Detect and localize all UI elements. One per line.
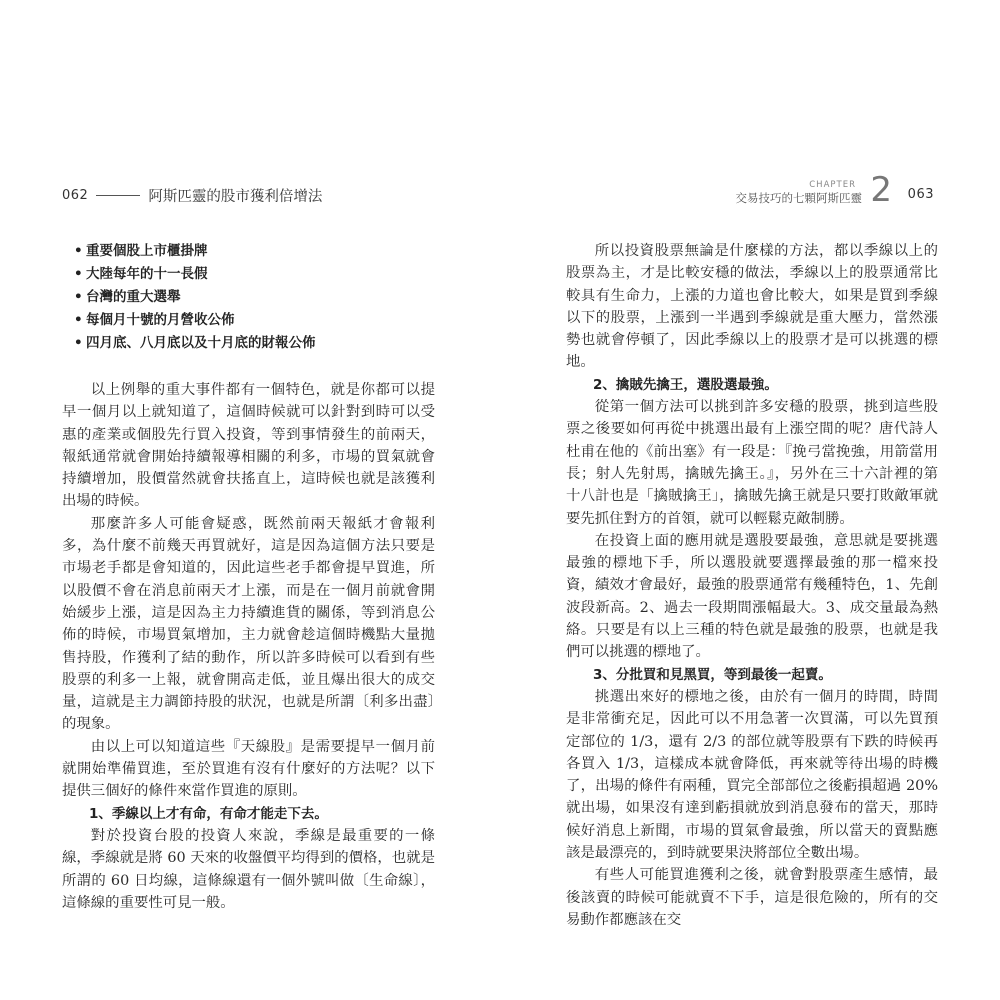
subheading: 1、季線以上才有命，有命才能走下去。 [89, 805, 328, 822]
chapter-number: 2 [870, 170, 892, 210]
body-paragraph: 由以上可以知道這些『天線股』是需要提早一個月前就開始準備買進，至於買進有沒有什麼好的方法呢？以下提供三個好的條件來當作買進的原則。 [62, 738, 435, 800]
bullet-text: 大陸每年的十一長假 [86, 266, 208, 282]
subheading: 3、分批買和見黑買，等到最後一起賣。 [593, 666, 832, 683]
bullet-dot-icon: • [74, 312, 83, 328]
book-title: 阿斯匹靈的股市獲利倍增法 [148, 188, 323, 205]
chapter-word: CHAPTER [809, 180, 856, 190]
chapter-title: 交易技巧的七顆阿斯匹靈 [735, 191, 862, 205]
subheading: 2、擒賊先擒王，選股選最強。 [593, 376, 778, 393]
event-bullet-list [62, 240, 435, 355]
bullet-text: 台灣的重大選舉 [86, 289, 181, 305]
body-paragraph: 以上例舉的重大事件都有一個特色，就是你都可以提早一個月以上就知道了，這個時候就可以針對到時可以受惠的產業或個股先行買入投資，等到事情發生的前兩天，報紙通常就會開始持續報導相關的利多，市場的買氣就會持續增加，股價當然就會扶搖直上，這時候也就是該獲利出場的時候。 [62, 382, 435, 510]
bullet-text: 每個月十號的月營收公佈 [86, 312, 235, 328]
left-page-header [62, 183, 322, 207]
bullet-item [62, 332, 435, 355]
bullet-text: 重要個股上市櫃掛牌 [86, 243, 208, 259]
body-paragraph: 在投資上面的應用就是選股要最強，意思就是要挑選最強的標地下手，所以選股就要選擇最強的那一檔來投資，績效才會最好，最強的股票通常有幾種特色，1、先創波段新高。2、過去一段期間漲幅最大。3、成交量最為熱絡。只要是有以上三種的特色就是最強的股票，也就是我們可以挑選的標地了。 [566, 532, 938, 661]
bullet-item [62, 263, 435, 286]
bullet-item [62, 286, 435, 309]
right-page-number: 063 [907, 187, 934, 202]
header-rule [96, 195, 140, 196]
body-paragraph: 有些人可能買進獲利之後，就會對股票產生感情，最後該賣的時候可能就賣不下手，這是很危險的，所有的交易動作都應該在交 [566, 867, 938, 928]
bullet-dot-icon: • [74, 289, 83, 305]
right-page-body [566, 240, 938, 931]
left-page-body [62, 240, 435, 914]
bullet-dot-icon: • [74, 266, 83, 282]
right-page-header [674, 170, 934, 210]
bullet-dot-icon: • [74, 335, 83, 351]
body-paragraph: 所以投資股票無論是什麼樣的方法，都以季線以上的股票為主，才是比較安穩的做法，季線以上的股票通常比較具有生命力，上漲的力道也會比較大，如果是買到季線以下的股票，上漲到一半遇到季線就是重大壓力，當然漲勢也就會停頓了，因此季線以上的股票才是可以挑選的標地。 [566, 243, 938, 371]
bullet-text: 四月底、八月底以及十月底的財報公佈 [86, 335, 316, 351]
body-paragraph: 對於投資台股的投資人來說，季線是最重要的一條線，季線就是將 60 天來的收盤價平均得到的價格，也就是所謂的 60 日均線，這條線還有一個外號叫做〔生命線〕，這條線的重要性可見一般。 [62, 827, 435, 911]
bullet-item [62, 240, 435, 263]
body-paragraph: 從第一個方法可以挑到許多安穩的股票，挑到這些股票之後要如何再從中挑選出最有上漲空間的呢？唐代詩人杜甫在他的《前出塞》有一段是：『挽弓當挽強，用箭當用長；射人先射馬，擒賊先擒王。』，另外在三十六計裡的第十八計也是「擒賊擒王」，擒賊先擒王就是只要打敗敵軍就要先抓住對方的首領，就可以輕鬆克敵制勝。 [566, 399, 938, 527]
body-paragraph: 那麼許多人可能會疑惑，既然前兩天報紙才會報利多，為什麼不前幾天再買就好，這是因為這個方法只要是市場老手都是會知道的，因此這些老手都會提早買進，所以股價不會在消息前兩天才上漲，而是在一個月前就會開始緩步上漲，這是因為主力持續進貨的關係，等到消息公佈的時候，市場買氣增加，主力就會趁這個時機點大量拋售持股，作獲利了結的動作，所以許多時候可以看到有些股票的利多一上報，就會開高走低，並且爆出很大的成交量，這就是主力調節持股的狀況，也就是所謂〔利多出盡〕的現象。 [62, 515, 435, 733]
body-paragraph: 挑選出來好的標地之後，由於有一個月的時間，時間是非常衝充足，因此可以不用急著一次買滿，可以先買預定部位的 1/3，還有 2/3 的部位就等股票有下跌的時候再各買入 1/3，這樣成本就會降低，再來就等待出場的時機了，出場的條件有兩種，買完全部部位之後虧損超過 20% 就出場，如果沒有達到虧損就放到消息發布的當天，那時候好消息上新聞，市場的買氣會最強，所以當天的賣點應該是最漂亮的，到時就要果決將部位全數出場。 [566, 688, 938, 862]
bullet-item [62, 309, 435, 332]
left-page-number: 062 [62, 187, 89, 203]
bullet-dot-icon: • [74, 243, 83, 259]
